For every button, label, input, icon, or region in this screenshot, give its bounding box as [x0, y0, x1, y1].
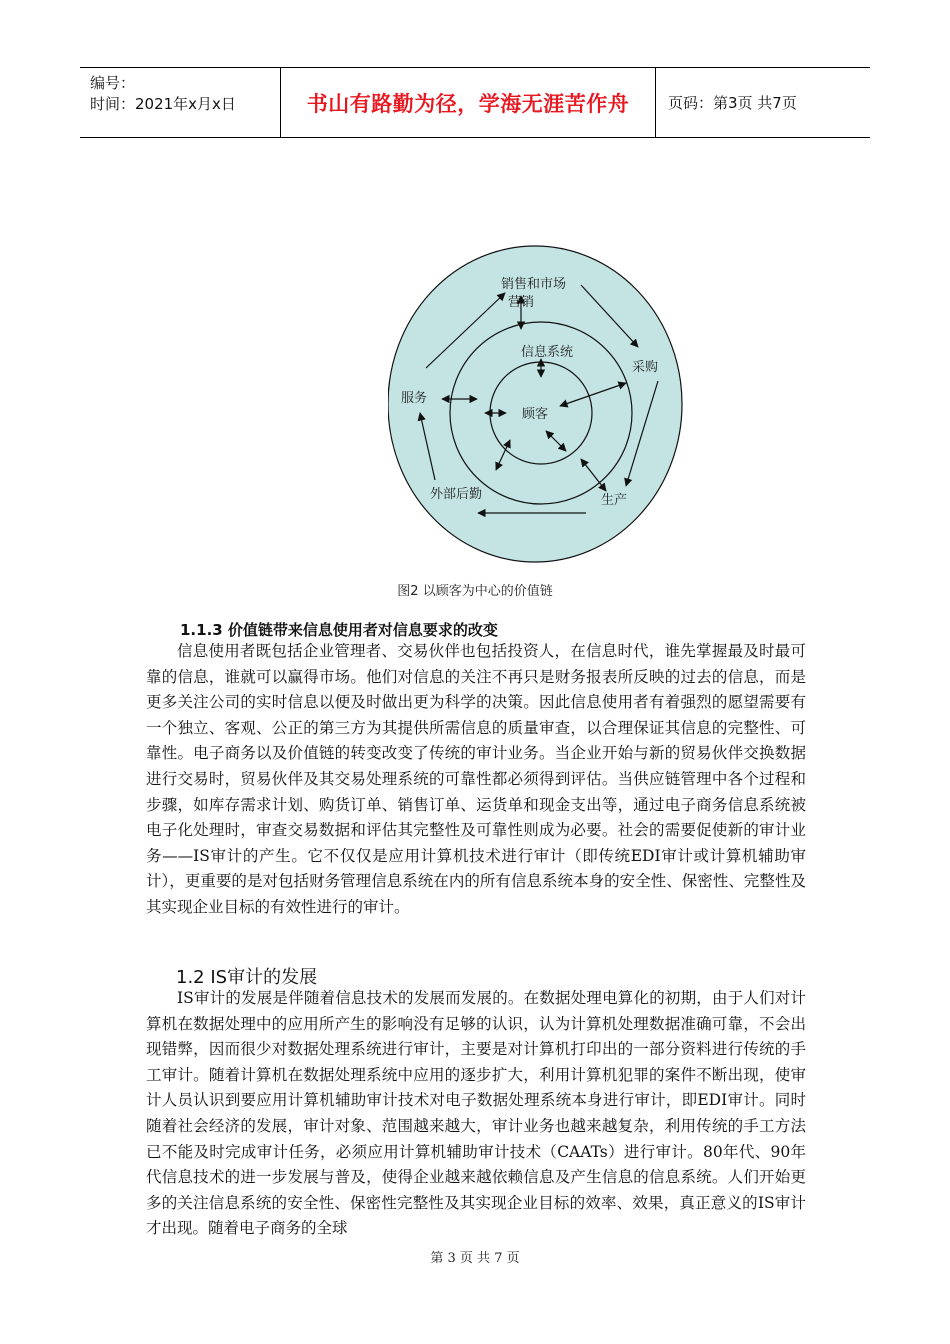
- label-logistics: 外部后勤: [430, 487, 483, 502]
- value-chain-diagram: [388, 243, 688, 569]
- header-page-info: 页码：第3页 共7页: [668, 94, 797, 112]
- page-footer: 第 3 页 共 7 页: [430, 1251, 520, 1266]
- section-heading-1-2: 1.2 IS审计的发展: [176, 967, 318, 988]
- label-info-system: 信息系统: [521, 345, 574, 360]
- label-marketing: 营销: [508, 295, 535, 310]
- label-purchase: 采购: [632, 360, 659, 375]
- paragraph-text: IS审计的发展是伴随着信息技术的发展而发展的。在数据处理电算化的初期，由于人们对计算机在数据处理中的应用所产生的影响没有足够的认识，认为计算机处理数据准确可靠，不会出现错弊，因而很少对数据处理系统进行审计，主要是对计算机打印出的一部分资料进行传统的手工审计。随着计算机在数据处理系统中应用的逐步扩大，利用计算机犯罪的案件不断出现，使审计人员认识到要应用计算机辅助审计技术对电子数据处理系统本身进行审计，即EDI审计。同时随着社会经济的发展，审计对象、范围越来越大，审计业务也越来越复杂，利用传统的手工方法已不能及时完成审计任务，必须应用计算机辅助审计技术（CAATs）进行审计。80年代、90年代信息技术的进一步发展与普及，使得企业越来越依赖信息及产生信息的信息系统。人们开始更多的关注信息系统的安全性、保密性完整性及其实现企业目标的效率、效果，真正意义的IS审计才出现。随着电子商务的全球: [146, 989, 806, 1238]
- section-heading-1-1-3: 1.1.3 价值链带来信息使用者对信息要求的改变: [180, 621, 498, 639]
- label-customer: 顾客: [522, 407, 549, 422]
- header-motto-cell: [281, 68, 656, 137]
- header-meta: [80, 68, 281, 137]
- label-production: 生产: [601, 493, 628, 508]
- serial-label: 编号：: [90, 74, 136, 92]
- label-service: 服务: [401, 391, 428, 406]
- section-paragraph-1-2: [146, 986, 806, 1242]
- figure-caption: 图2 以顾客为中心的价值链: [397, 584, 553, 599]
- motto-text: 书山有路勤为径，学海无涯苦作舟: [306, 91, 630, 116]
- section-paragraph-1-1-3: [146, 639, 806, 921]
- outer-circle: [388, 246, 682, 562]
- date-line: 时间：2021年x月x日: [90, 95, 236, 113]
- label-sales: 销售和市场: [501, 277, 567, 292]
- paragraph-text: 信息使用者既包括企业管理者、交易伙伴也包括投资人，在信息时代，谁先掌握最及时最可靠的信息，谁就可以赢得市场。他们对信息的关注不再只是财务报表所反映的过去的信息，而是更多关注公司的实时信息以便及时做出更为科学的决策。因此信息使用者有着强烈的愿望需要有一个独立、客观、公正的第三方为其提供所需信息的质量审查，以合理保证其信息的完整性、可靠性。电子商务以及价值链的转变改变了传统的审计业务。当企业开始与新的贸易伙伴交换数据进行交易时，贸易伙伴及其交易处理系统的可靠性都必须得到评估。当供应链管理中各个过程和步骤，如库存需求计划、购货订单、销售订单、运货单和现金支出等，通过电子商务信息系统被电子化处理时，审查交易数据和评估其完整性及可靠性则成为必要。社会的需要促使新的审计业务——IS审计的产生。它不仅仅是应用计算机技术进行审计（即传统EDI审计或计算机辅助审计），更重要的是对包括财务管理信息系统在内的所有信息系统本身的安全性、保密性、完整性及其实现企业目标的有效性进行的审计。: [146, 642, 806, 916]
- page-header: [80, 67, 870, 138]
